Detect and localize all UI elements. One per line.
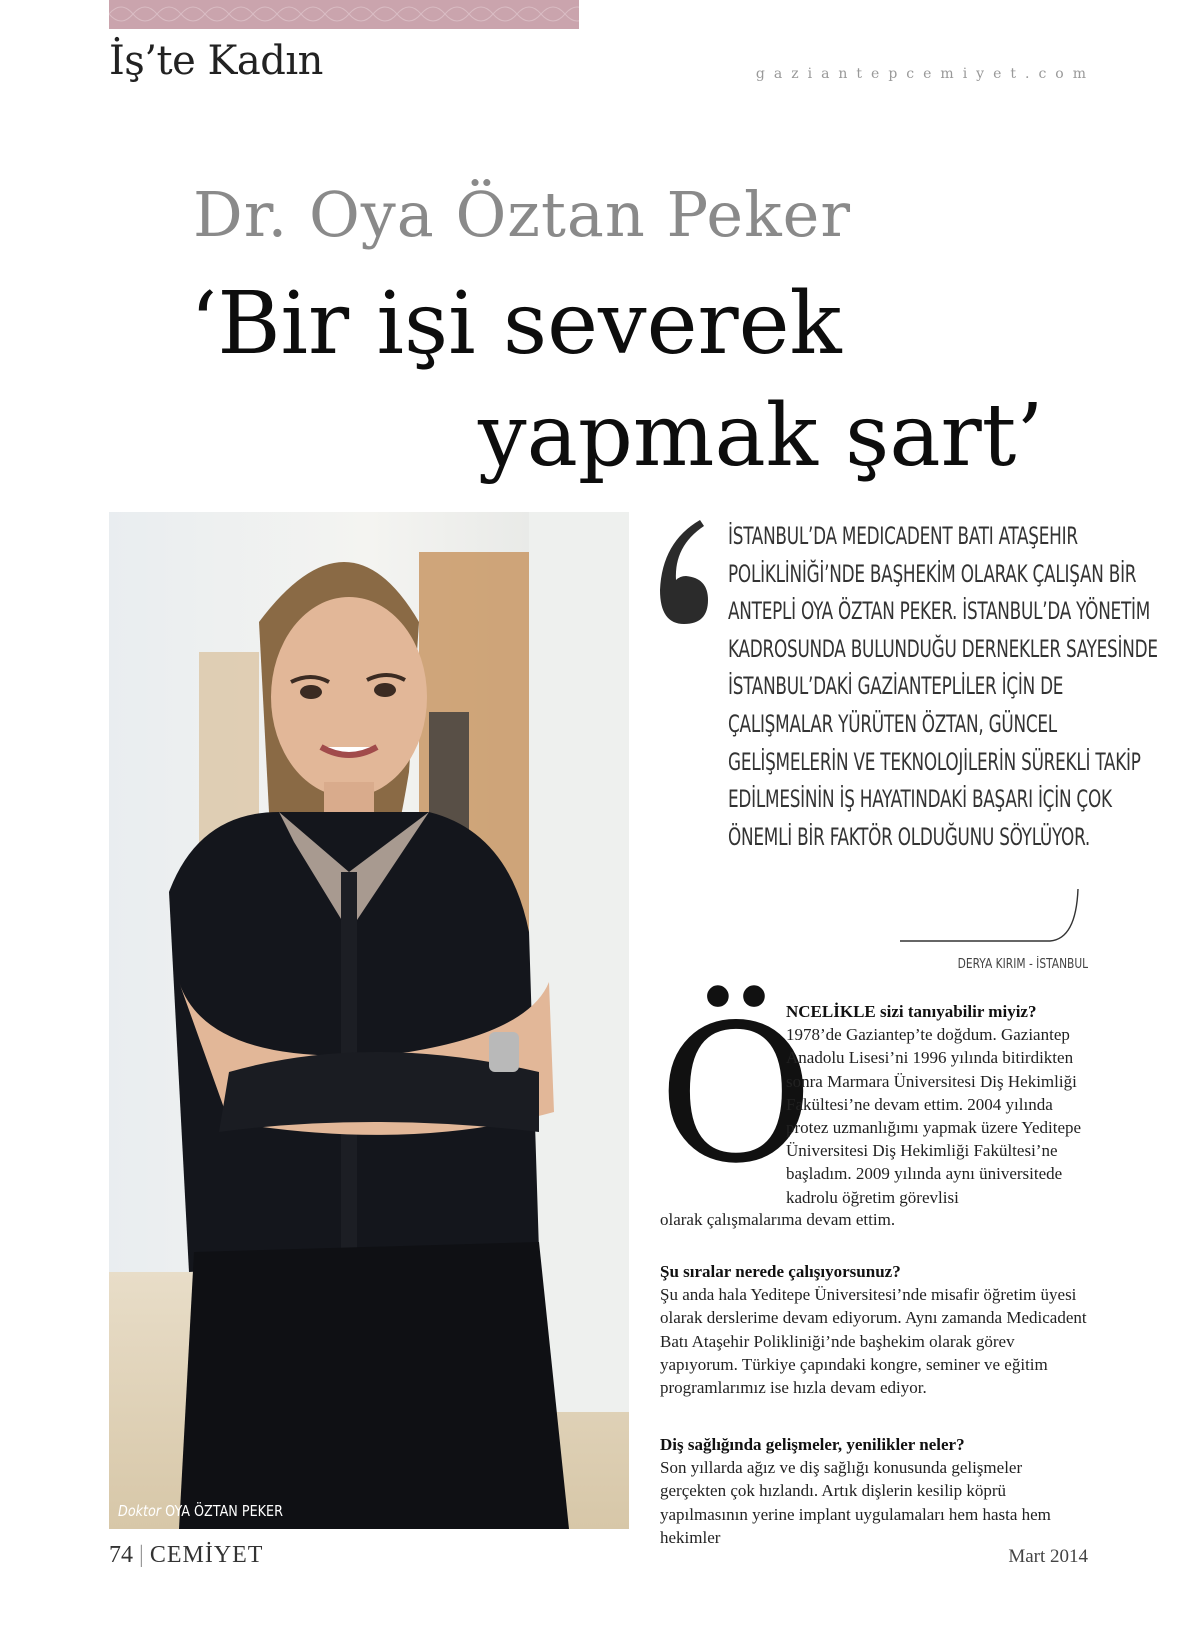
question-3: Diş sağlığında gelişmeler, yenilikler neler? xyxy=(660,1435,965,1454)
photo-caption-name: OYA ÖZTAN PEKER xyxy=(165,1502,283,1520)
answer-3: Son yıllarda ağız ve diş sağlığı konusunda gelişmeler gerçekten çok hızlandı. Artık dişlerin kesilip köprü yapılmasının yerine implant uygulamaları hem hasta hem hekimler xyxy=(660,1458,1051,1547)
photo-caption-prefix: Doktor xyxy=(118,1502,162,1520)
intro-paragraph: İSTANBUL’DA MEDICADENT BATI ATAŞEHIR POLİKLİNİĞİ’NDE BAŞHEKİM OLARAK ÇALIŞAN BİR ANTEPLİ OYA ÖZTAN PEKER. İSTANBUL’DA YÖNETİM KADROSUNDA BULUNDUĞU DERNEKLER SAYESİNDE İSTANBUL’DAKİ GAZİANTEPLİLER İÇİN DE ÇALIŞMALAR YÜRÜTEN ÖZTAN, GÜNCEL GELİŞMELERİN VE TEKNOLOJİLERİN SÜREKLİ TAKİP EDİLMESİNİN İŞ HAYATINDAKİ BAŞARI İÇİN ÇOK ÖNEMLİ BİR FAKTÖR OLDUĞUNU SÖYLÜYOR. xyxy=(728,522,1158,851)
opening-quote-icon xyxy=(654,520,714,630)
headline-line-2: yapmak şart’ xyxy=(478,386,1044,486)
answer-block-3 xyxy=(660,1433,1090,1549)
headline-line-1: ‘Bir işi severek xyxy=(190,274,842,374)
answer-block-2 xyxy=(660,1260,1090,1399)
footer-page xyxy=(109,1542,263,1569)
answer-block-1 xyxy=(786,1000,1086,1209)
answer-1-cont: olarak çalışmalarıma devam ettim. xyxy=(660,1210,896,1229)
answer-2: Şu anda hala Yeditepe Üniversitesi’nde misafir öğretim üyesi olarak derslerime devam ediyorum. Aynı zamanda Medicadent Batı Ataşehir Polikliniği’nde başhekim olarak görev yapıyorum. Türkiye çapındaki kongre, seminer ve eğitim programlarımız ise hızla devam ediyor. xyxy=(660,1285,1087,1398)
footer-separator: | xyxy=(139,1542,144,1568)
headline xyxy=(190,268,1090,492)
top-decorative-band xyxy=(109,0,579,29)
answer-1-continued xyxy=(660,1208,1090,1231)
portrait-illustration xyxy=(109,512,629,1529)
portrait-photo xyxy=(109,512,629,1529)
site-url[interactable]: gaziantepcemiyet.com xyxy=(755,66,1095,82)
interviewee-name: Dr. Oya Öztan Peker xyxy=(193,178,852,251)
question-1: NCELİKLE sizi tanıyabilir miyiz? xyxy=(786,1002,1037,1021)
issue-date: Mart 2014 xyxy=(1008,1546,1088,1567)
photo-caption xyxy=(118,1502,283,1520)
answer-1: 1978’de Gaziantep’te doğdum. Gaziantep Anadolu Lisesi’ni 1996 yılında bitirdikten sonra Marmara Üniversitesi Diş Hekimliği Fakültesi’ne devam ettim. 2004 yılında protez uzmanlığımı yapmak üzere Yeditepe Üniversitesi Diş Hekimliği Fakültesi’ne başladım. 2009 yılında aynı üniversitede kadrolu öğretim görevlisi xyxy=(786,1025,1082,1207)
band-pattern xyxy=(109,0,579,29)
drop-cap: Ö xyxy=(658,984,814,1205)
section-title: İş’te Kadın xyxy=(109,38,323,84)
byline: DERYA KIRIM - İSTANBUL xyxy=(957,957,1088,972)
magazine-brand: CEMİYET xyxy=(149,1542,264,1568)
page-number: 74 xyxy=(109,1542,133,1568)
question-2: Şu sıralar nerede çalışıyorsunuz? xyxy=(660,1262,901,1281)
intro-underline-flourish xyxy=(900,889,1090,944)
